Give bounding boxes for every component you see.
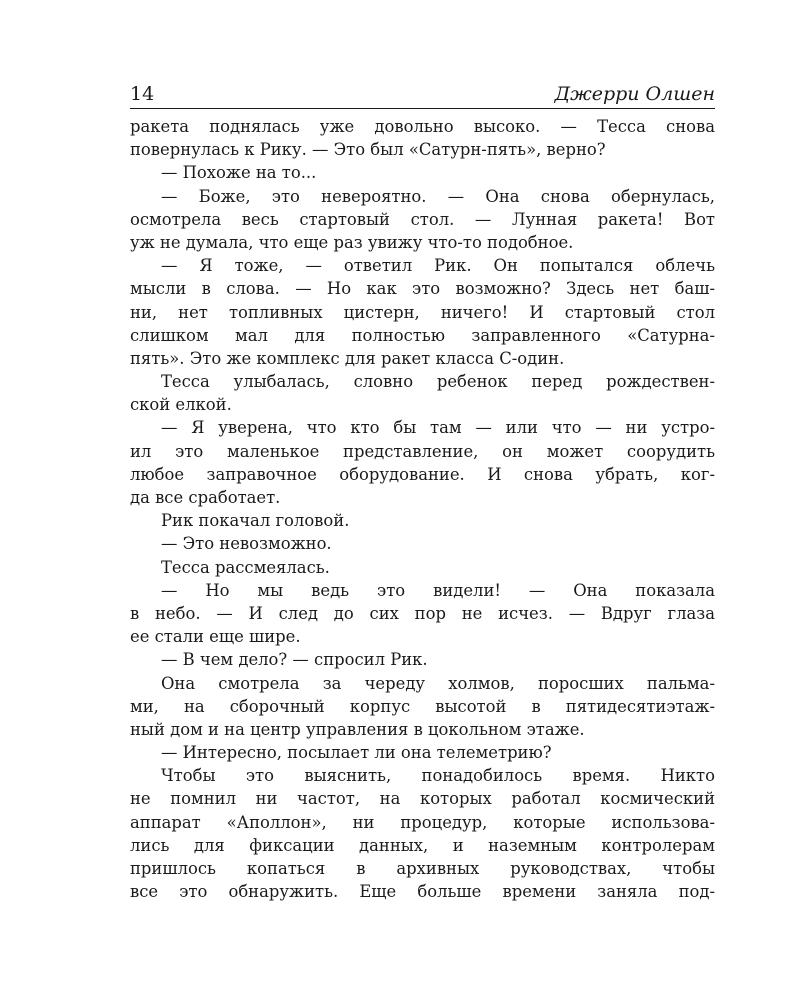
running-head [130, 84, 715, 109]
text-line: Тесса улыбалась, словно ребенок перед рождествен- [161, 372, 715, 392]
text-line: в небо. — И след до сих пор не исчез. — Вдруг глаза [130, 603, 715, 623]
text-line: ил это маленькое представление, он может соорудить [130, 441, 715, 461]
text-line: мысли в слова. — Но как это возможно? Здесь нет баш- [130, 279, 715, 299]
text-line: аппарат «Аполлон», ни процедур, которые использова- [130, 812, 715, 832]
text-line: ракета поднялась уже довольно высоко. — Тесса снова [130, 117, 715, 136]
text-line: осмотрела весь стартовый стол. — Лунная ракета! Вот [130, 209, 715, 229]
text-line: повернулась к Рику. — Это был «Сатурн-пять», верно? [130, 140, 606, 160]
text-line: — Боже, это невероятно. — Она снова обернулась, [161, 186, 715, 206]
text-line: Она смотрела за череду холмов, поросших пальма- [161, 673, 715, 693]
text-line: ни, нет топливных цистерн, ничего! И стартовый стол [130, 302, 715, 322]
text-line: ный дом и на центр управления в цокольном этаже. [130, 719, 585, 739]
running-head-author: Джерри Олшен [554, 83, 715, 105]
text-line: Тесса рассмеялась. [161, 557, 330, 577]
text-line: уж не думала, что еще раз увижу что-то подобное. [130, 232, 574, 252]
text-line: — Интересно, посылает ли она телеметрию? [161, 743, 552, 763]
text-line: любое заправочное оборудование. И снова убрать, ког- [130, 464, 715, 484]
text-line: — Но мы ведь это видели! — Она показала [161, 580, 715, 600]
book-page [130, 84, 715, 903]
page-number: 14 [130, 83, 155, 105]
body-text [130, 115, 715, 903]
text-line: да все сработает. [130, 488, 281, 507]
text-line: слишком мал для полностью заправленного «Сатурна- [130, 325, 715, 345]
text-line: — Похоже на то... [161, 163, 317, 183]
text-line: пришлось копаться в архивных руководствах, чтобы [130, 859, 715, 878]
text-line: не помнил ни частот, на которых работал космический [130, 789, 715, 809]
text-line: Рик покачал головой. [161, 511, 350, 531]
text-line: — Я уверена, что кто бы там — или что — ни устро- [161, 418, 715, 438]
text-line: ми, на сборочный корпус высотой в пятидесятиэтаж- [130, 696, 715, 716]
text-line: — Это невозможно. [161, 534, 332, 554]
text-line: — Я тоже, — ответил Рик. Он попытался облечь [161, 256, 715, 276]
text-line: Чтобы это выяснить, понадобилось время. Никто [161, 766, 715, 786]
text-line: — В чем дело? — спросил Рик. [161, 650, 428, 670]
text-line: ее стали еще шире. [130, 627, 301, 647]
text-line: ской елкой. [130, 395, 232, 415]
text-line: лись для фиксации данных, и наземным контролерам [130, 835, 715, 855]
text-line: пять». Это же комплекс для ракет класса С-один. [130, 348, 565, 368]
text-line: все это обнаружить. Еще больше времени заняла под- [130, 882, 715, 902]
